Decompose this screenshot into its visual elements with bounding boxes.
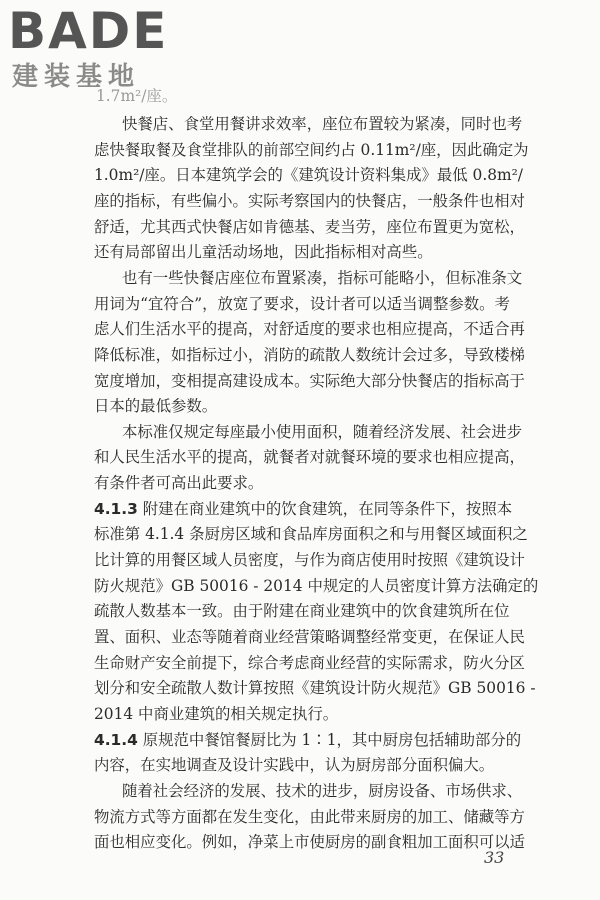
line-text: 宽度增加，变相提高建设成本。实际绝大部分快餐店的指标高于 xyxy=(94,371,525,390)
line-text: 原规范中餐馆餐厨比为 1∶1，其中厨房包括辅助部分的 xyxy=(137,730,522,749)
text-line xyxy=(94,447,525,467)
text-line xyxy=(94,499,512,519)
line-text: 降低标准，如指标过小，消防的疏散人数统计会过多，导致楼梯 xyxy=(94,345,525,364)
text-line xyxy=(94,730,521,750)
text-line xyxy=(94,165,523,185)
text-line xyxy=(122,422,522,442)
text-line xyxy=(122,114,522,134)
line-text: 面也相应变化。例如，净菜上市使厨房的副食粗加工面积可以适 xyxy=(94,833,525,852)
line-text: 本标准仅规定每座最小使用面积，随着经济发展、社会进步 xyxy=(122,422,523,441)
text-line xyxy=(94,294,510,314)
text-line xyxy=(94,319,525,339)
line-text: 和人民生活水平的提高，就餐者对就餐环境的要求也相应提高， xyxy=(94,448,525,467)
line-text: 虑人们生活水平的提高，对舒适度的要求也相应提高，不适合再 xyxy=(94,320,525,339)
line-text: 用词为“宜符合”，放宽了要求，设计者可以适当调整参数。考 xyxy=(94,294,510,313)
text-line xyxy=(94,653,525,673)
text-line xyxy=(94,524,528,544)
clause-number: 4.1.3 xyxy=(94,499,138,518)
text-line xyxy=(94,576,538,596)
text-line xyxy=(94,601,510,621)
line-text: 1.0m²/座。日本建筑学会的《建筑设计资料集成》最低 0.8m²/ xyxy=(94,166,523,185)
line-text: 附建在商业建筑中的饮食建筑，在同等条件下，按照本 xyxy=(137,499,513,518)
line-text: 还有局部留出儿童活动场地，因此指标相对高些。 xyxy=(94,243,433,262)
text-line xyxy=(94,807,525,827)
line-text: 日本的最低参数。 xyxy=(94,397,218,416)
line-text: 随着社会经济的发展、技术的进步，厨房设备、市场供求、 xyxy=(122,781,523,800)
text-line xyxy=(94,396,217,416)
text-line xyxy=(94,755,494,775)
line-text: 也有一些快餐店座位布置紧凑，指标可能略小，但标准条文 xyxy=(122,268,523,287)
logo-subtitle: 建装基地 xyxy=(12,62,141,92)
text-line xyxy=(94,191,525,211)
text-line xyxy=(94,345,525,365)
text-line xyxy=(94,140,529,160)
line-text: 2014 中商业建筑的相关规定执行。 xyxy=(94,704,339,723)
text-line xyxy=(94,473,263,493)
line-text: 内容，在实地调查及设计实践中，认为厨房部分面积偏大。 xyxy=(94,756,495,775)
text-line xyxy=(94,371,525,391)
line-text: 生命财产安全前提下，综合考虑商业经营的实际需求，防火分区 xyxy=(94,653,525,672)
clause-number: 4.1.4 xyxy=(94,730,138,749)
line-text: 快餐店、食堂用餐讲求效率，座位布置较为紧凑，同时也考 xyxy=(122,115,523,133)
line-text: 虑快餐取餐及食堂排队的前部空间约占 0.11m²/座，因此确定为 xyxy=(94,140,529,159)
line-text: 防火规范》GB 50016 - 2014 中规定的人员密度计算方法确定的 xyxy=(94,576,539,595)
line-text: 疏散人数基本一致。由于附建在商业建筑中的饮食建筑所在位 xyxy=(94,602,510,621)
text-line xyxy=(94,678,536,698)
line-text: 置、面积、业态等随着商业经营策略调整经常变更，在保证人民 xyxy=(94,628,525,646)
text-line xyxy=(94,704,338,724)
text-line xyxy=(122,781,522,801)
text-line xyxy=(94,832,525,852)
logo-wordmark: BADE xyxy=(8,2,169,60)
text-line xyxy=(94,627,525,647)
fragment-line: 1.7m²/座。 xyxy=(96,87,178,105)
text-line xyxy=(94,550,525,570)
line-text: 划分和安全疏散人数计算按照《建筑设计防火规范》GB 50016 - xyxy=(94,679,536,698)
line-text: 舒适，尤其西式快餐店如肯德基、麦当劳，座位布置更为宽松， xyxy=(94,217,525,236)
line-text: 比计算的用餐区域人员密度，与作为商店使用时按照《建筑设计 xyxy=(94,551,525,570)
line-text: 座的指标，有些偏小。实际考察国内的快餐店，一般条件也相对 xyxy=(94,191,525,210)
bade-logo xyxy=(8,4,178,94)
text-line xyxy=(94,217,525,237)
line-text: 标准第 4.1.4 条厨房区域和食品库房面积之和与用餐区域面积之 xyxy=(94,525,528,544)
page-number: 33 xyxy=(484,848,505,867)
line-text: 有条件者可高出此要求。 xyxy=(94,474,264,493)
line-text: 物流方式等方面都在发生变化，由此带来厨房的加工、储藏等方 xyxy=(94,807,525,826)
text-line xyxy=(94,242,433,262)
text-line xyxy=(122,268,522,288)
